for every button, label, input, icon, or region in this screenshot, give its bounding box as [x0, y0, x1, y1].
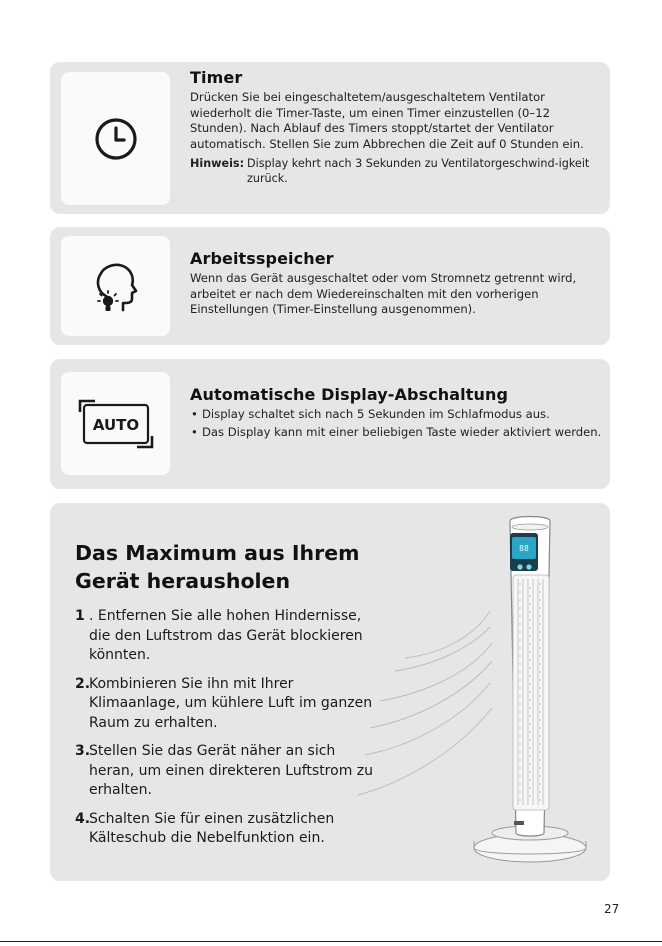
tips-title: Das Maximum aus Ihrem Gerät herausholen [75, 541, 360, 593]
step-text: . Entfernen Sie alle hohen Hindernisse, die den Luftstrom das Gerät blockieren könnten. [89, 608, 363, 663]
timer-title: Timer [190, 68, 243, 87]
memory-title: Arbeitsspeicher [190, 249, 334, 268]
timer-icon-box [61, 72, 170, 205]
timer-note [190, 156, 602, 186]
auto-display-icon [77, 398, 155, 450]
clock-icon [92, 115, 140, 163]
step-number: 1 [75, 608, 85, 624]
memory-description: Wenn das Gerät ausgeschaltet oder vom Stromnetz getrennt wird, arbeitet er nach dem Wiedereinschalten mit den vorherigen Einstellungen (Timer-Einstellung ausgenommen). [190, 271, 577, 317]
step-number: 4. [75, 810, 91, 827]
tips-section [50, 503, 610, 881]
footer-divider [0, 941, 662, 942]
memory-icon-box [61, 236, 170, 336]
step-number: 3. [75, 743, 91, 759]
list-item: • Display schaltet sich nach 5 Sekunden im Schlafmodus aus. [190, 407, 602, 423]
memory-section [50, 227, 610, 345]
step-text: Kombinieren Sie ihn mit Ihrer Klimaanlage, um kühlere Luft im ganzen Raum zu erhalten. [89, 675, 373, 731]
step-number: 2. [75, 675, 91, 692]
tower-fan-illustration [50, 503, 610, 881]
head-lightbulb-icon [88, 256, 144, 316]
note-text: Display kehrt nach 3 Sekunden zu Ventilatorgeschwind-igkeit zurück. [247, 157, 590, 186]
auto-icon-label: AUTO [92, 415, 139, 434]
note-label: Hinweis: [190, 157, 245, 171]
step-text: Schalten Sie für einen zusätzlichen Kälteschub die Nebelfunktion ein. [89, 810, 335, 846]
auto-display-title: Automatische Display-Abschaltung [190, 385, 509, 404]
timer-description: Drücken Sie bei eingeschaltetem/ausgeschaltetem Ventilator wiederholt die Timer-Taste, um einen Timer einzustellen (0–12 Stunden). Nach Ablauf des Timers stoppt/startet der Ventilator automatisch. Stellen Sie zum Abbrechen die Zeit auf 0 Stunden ein. [190, 90, 584, 151]
list-item: • Das Display kann mit einer beliebigen Taste wieder aktiviert werden. [190, 425, 602, 441]
auto-display-list [190, 407, 602, 440]
step-text: Stellen Sie das Gerät näher an sich heran, um einen direkteren Luftstrom zu erhalten. [89, 743, 374, 798]
airflow-lines [358, 611, 492, 795]
svg-text:88: 88 [519, 544, 529, 553]
page-number: 27 [604, 902, 620, 916]
timer-section [50, 62, 610, 214]
auto-icon-box [61, 372, 170, 475]
auto-display-section [50, 359, 610, 489]
tower-fan-body [474, 517, 586, 863]
